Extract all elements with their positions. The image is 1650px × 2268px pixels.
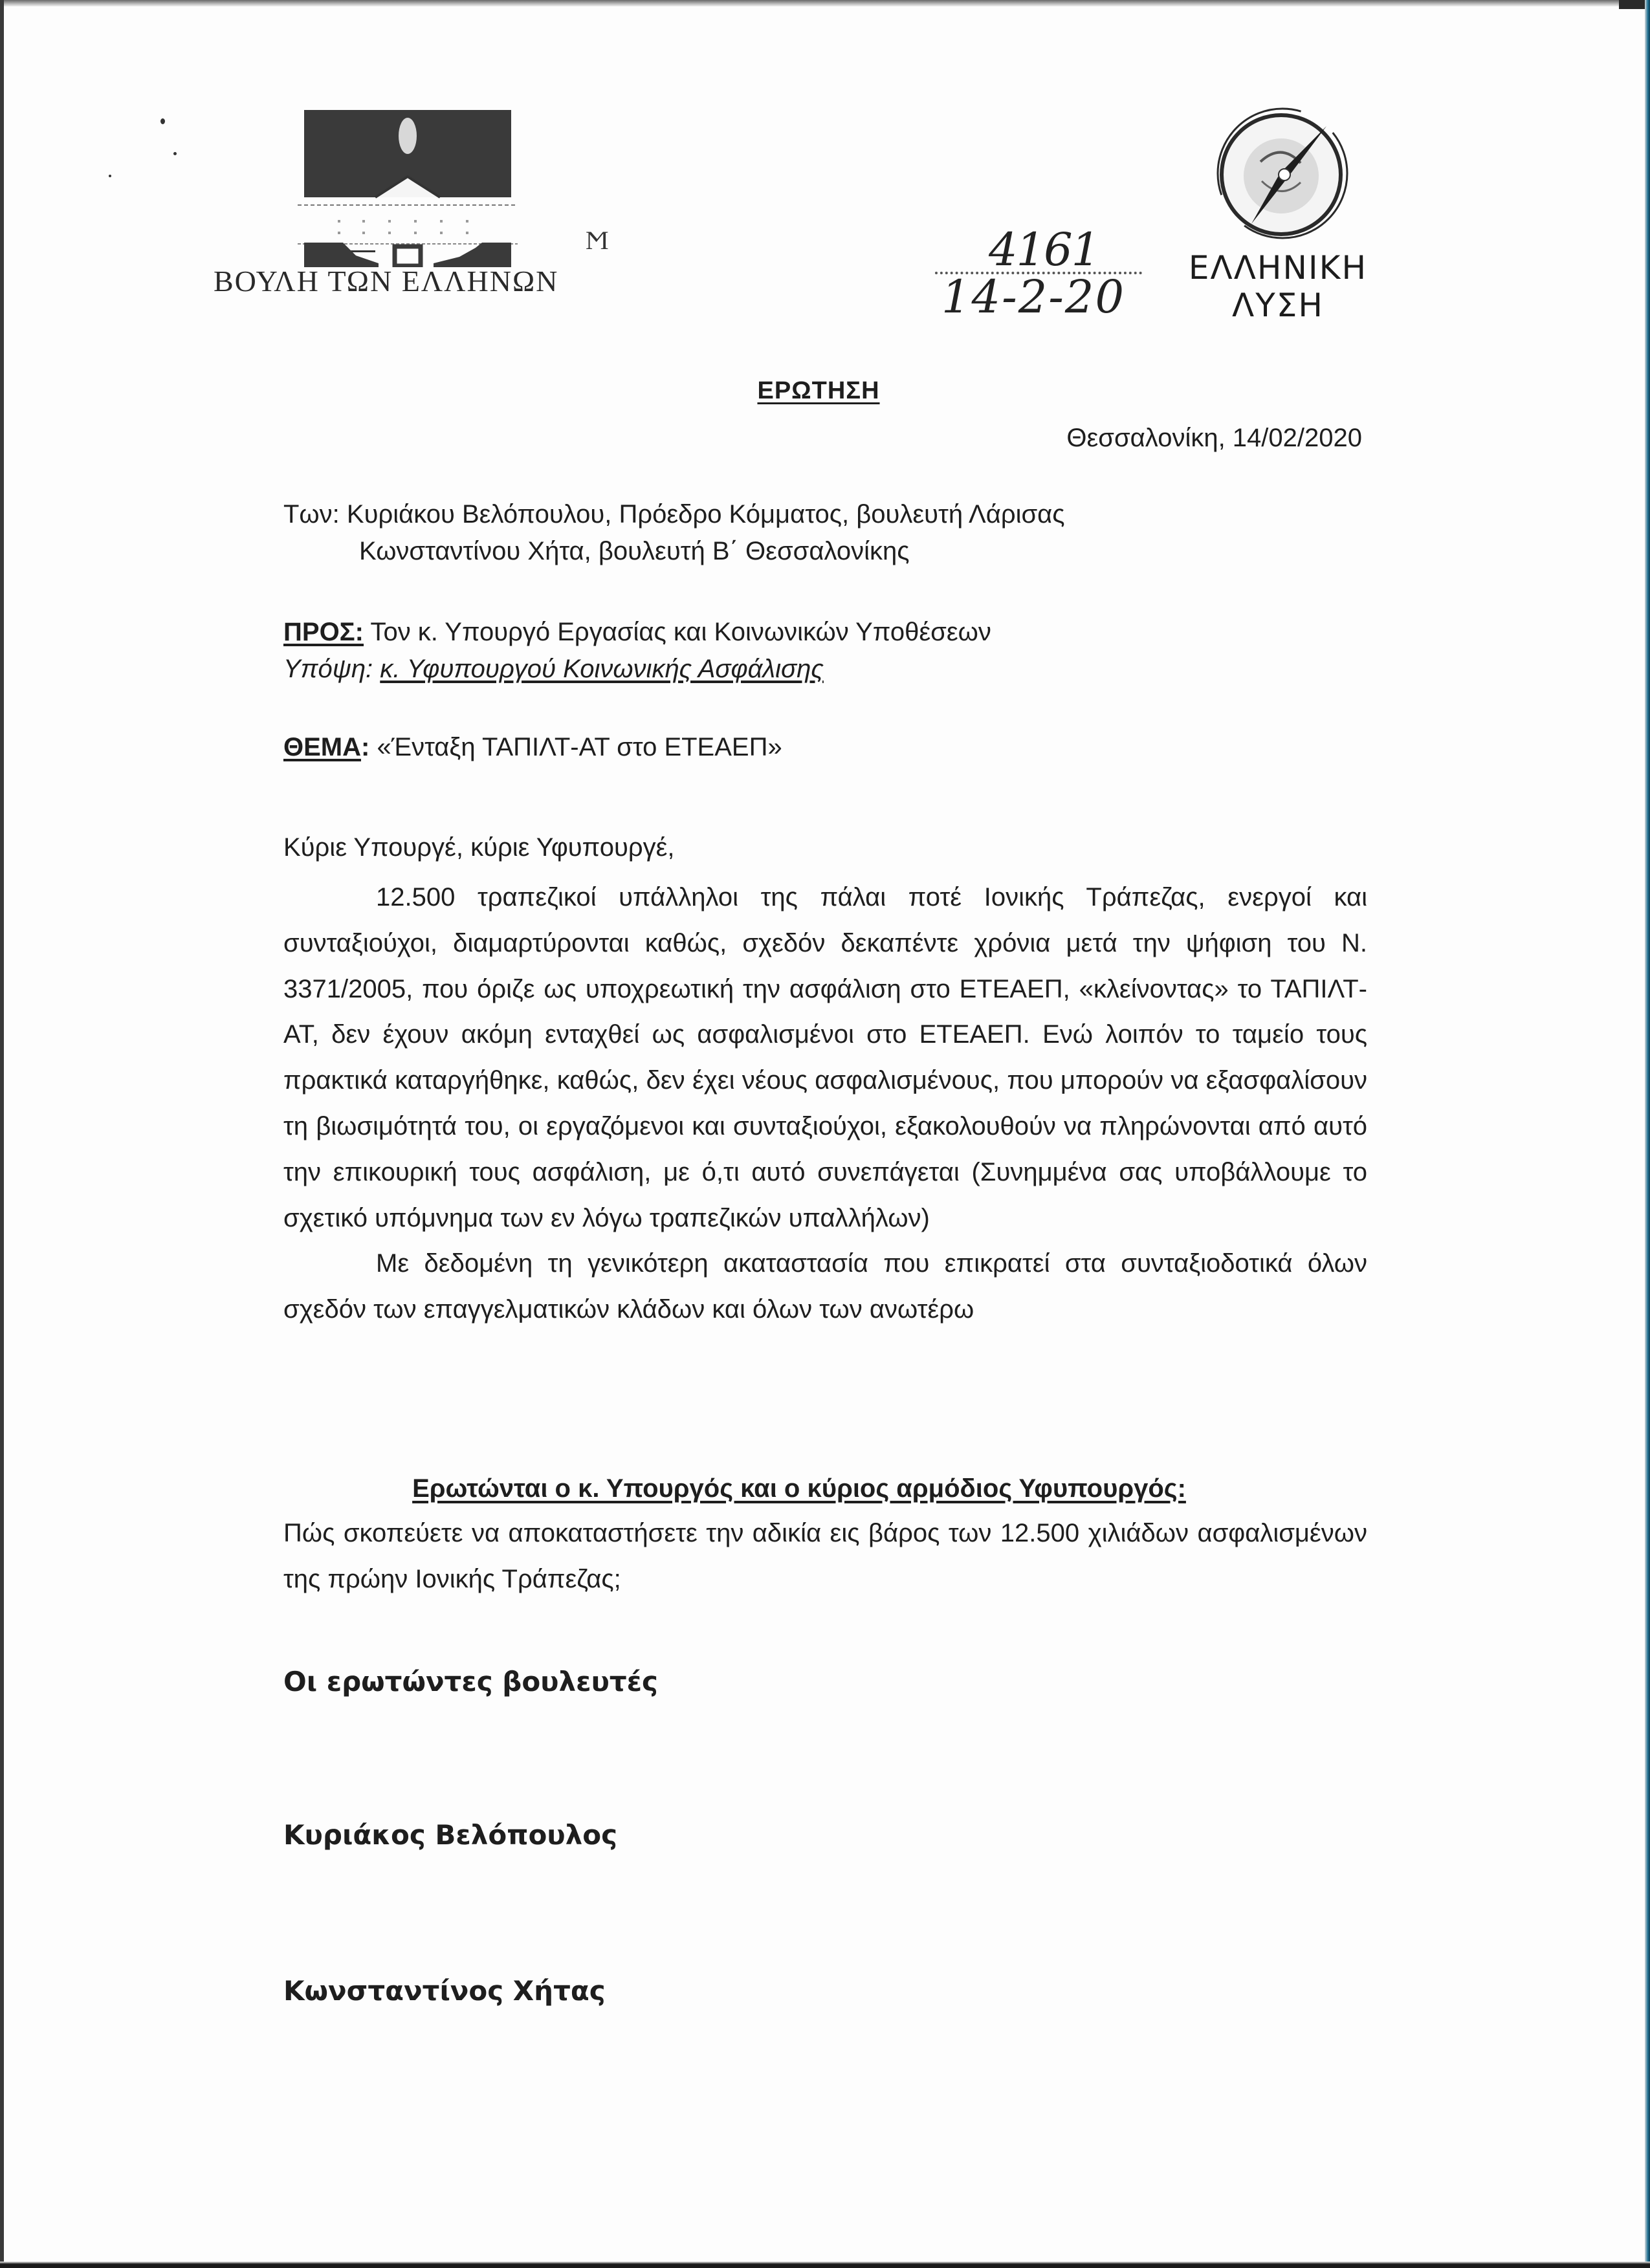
to-value: Τον κ. Υπουργό Εργασίας και Κοινωνικών Υποθέσεων (370, 618, 991, 646)
party-name-line2: ΛΥΣΗ (1232, 287, 1324, 324)
from-value-1: Κυριάκου Βελόπουλου, Πρόεδρο Κόμματος, βουλευτή Λάρισας (346, 500, 1065, 529)
scan-edge-top (0, 0, 1650, 6)
question-paragraph: Πώς σκοπεύετε να αποκαταστήσετε την αδικία εις βάρος των 12.500 χιλιάδων ασφαλισμένων της πρώην Ιονικής Τράπεζας; (283, 1519, 1367, 1593)
subject-value: «Ένταξη ΤΑΠΙΛΤ-ΑΤ στο ΕΤΕΑΕΠ» (377, 733, 782, 761)
elliniki-lysi-logo-icon (1210, 104, 1352, 243)
scan-edge-left (0, 0, 4, 2268)
body-paragraph-2: Με δεδομένη τη γενικότερη ακαταστασία που επικρατεί στα συνταξιοδοτικά όλων σχεδόν των επαγγελματικών κλάδων και όλων των ανωτέρω (283, 1249, 1367, 1324)
scan-speck (173, 152, 177, 155)
cc-value: κ. Υφυπουργού Κοινωνικής Ασφάλισης (380, 655, 824, 683)
hellenic-parliament-logo-icon (298, 107, 518, 252)
signoff-heading: Οι ερωτώντες βουλευτές (283, 1666, 658, 1697)
cc-line (283, 655, 824, 684)
subject-label: ΘΕΜΑ (283, 733, 361, 761)
signatory-1: Κυριάκος Βελόπουλος (283, 1819, 617, 1851)
salutation: Κύριε Υπουργέ, κύριε Υφυπουργέ, (283, 833, 675, 862)
parliament-mark: Ϻ (586, 226, 609, 255)
place-and-date: Θεσσαλονίκη, 14/02/2020 (1066, 424, 1362, 452)
from-line-1 (283, 500, 1065, 529)
subject-line (283, 733, 782, 762)
from-line-2: Κωνσταντίνου Χήτα, βουλευτή Β΄ Θεσσαλονίκης (359, 537, 910, 565)
cc-label: Υπόψη: (283, 655, 373, 683)
from-label: Των: (283, 500, 340, 529)
protocol-number: 4161 (989, 223, 1099, 276)
to-label: ΠΡΟΣ: (283, 618, 364, 646)
scan-speck (160, 118, 165, 124)
party-name-line1: ΕΛΛΗΝΙΚΗ (1188, 249, 1368, 287)
question-heading: Ερωτώνται ο κ. Υπουργός και ο κύριος αρμόδιος Υφυπουργός: (412, 1474, 1186, 1503)
signatory-2: Κωνσταντίνος Χήτας (283, 1975, 606, 2007)
scan-edge-corner (1619, 0, 1645, 9)
body-text (283, 875, 1367, 1333)
scan-edge-right (1645, 0, 1650, 2268)
scan-speck (109, 175, 111, 177)
protocol-date: 14-2-20 (941, 270, 1125, 323)
to-line (283, 618, 991, 647)
question-text (283, 1510, 1367, 1602)
subject-colon: : (361, 733, 370, 761)
document-title: ΕΡΩΤΗΣΗ (757, 377, 880, 404)
party-name (1168, 249, 1388, 324)
parliament-caption: ΒΟΥΛΗ ΤΩΝ ΕΛΛΗΝΩΝ (214, 265, 559, 298)
body-paragraph-1: 12.500 τραπεζικοί υπάλληλοι της πάλαι ποτέ Ιονικής Τράπεζας, ενεργοί και συνταξιούχοι, διαμαρτύρονται καθώς, σχεδόν δεκαπέντε χρόνια μετά την ψήφιση του Ν. 3371/2005, που όριζε ως υποχρεωτική την ασφάλιση στο ΕΤΕΑΕΠ, «κλείνοντας» το ΤΑΠΙΛΤ-ΑΤ, δεν έχουν ακόμη ενταχθεί ως ασφαλισμένοι στο ΕΤΕΑΕΠ. Ενώ λοιπόν το ταμείο τους πρακτικά καταργήθηκε, καθώς, δεν έχει νέους ασφαλισμένους, που μπορούν να εξασφαλίσουν τη βιωσιμότητά του, οι εργαζόμενοι και συνταξιούχοι, εξακολουθούν να πληρώνονται από αυτό την επικουρική τους ασφάλιση, με ό,τι αυτό συνεπάγεται (Συνημμένα σας υποβάλλουμε το σχετικό υπόμνημα των εν λόγω τραπεζικών υπαλλήλων) (283, 883, 1367, 1232)
scan-edge-bottom (0, 2262, 1650, 2268)
